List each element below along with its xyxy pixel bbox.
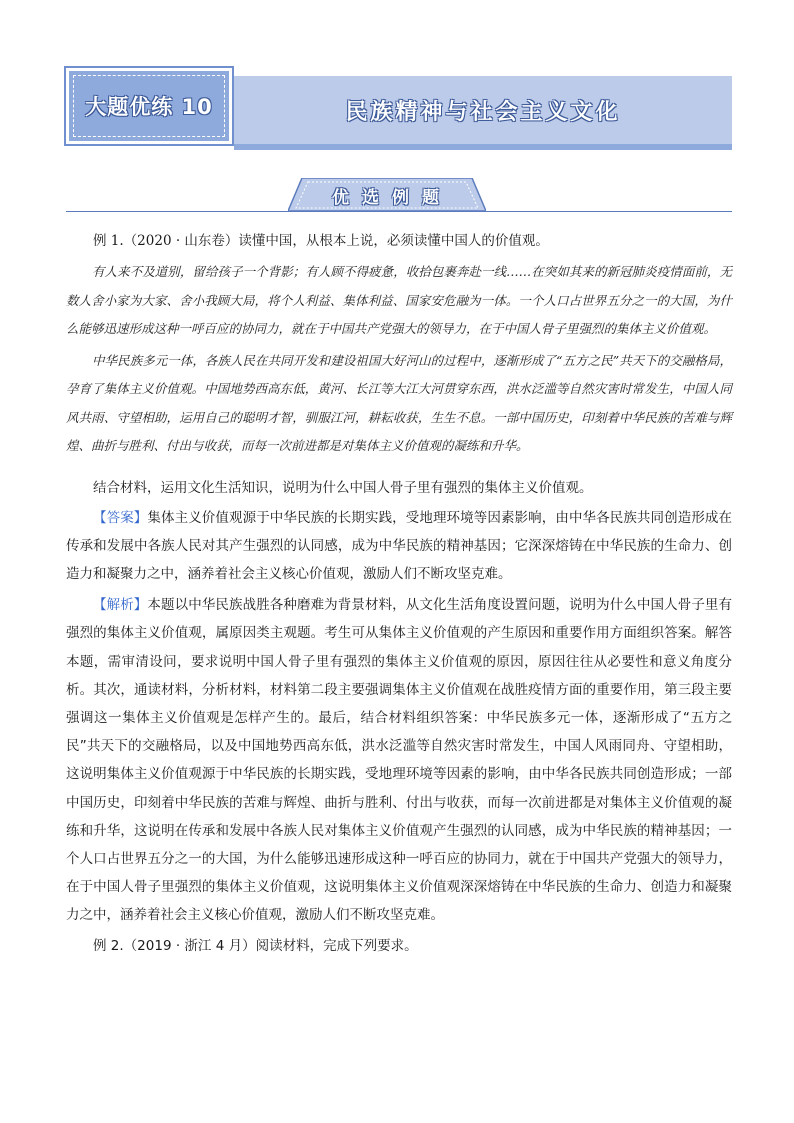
section-tag-label: 优选例题 [332,187,452,208]
analysis-tag: 【解析】 [93,597,148,614]
example1-material-paragraph-1: 有人来不及道别，留给孩子一个背影；有人顾不得疲惫，收拾包裹奔赴一线……在突如其来的新冠肺炎疫情面前，无数人舍小家为大家、舍小我顾大局，将个人利益、集体利益、国家安危融为一体。一个人口占世界五分之一的大国，为什么能够迅速形成这种一呼百应的协同力，就在于中国共产党强大的领导力，在于中国人骨子里强烈的集体主义价值观。 [66,264,732,336]
header-banner [66,68,732,150]
analysis-text: 本题以中华民族战胜各种磨难为背景材料，从文化生活角度设置问题，说明为什么中国人骨子里有强烈的集体主义价值观，属原因类主观题。考生可从集体主义价值观的产生原因和重要作用方面组织答案。解答本题，需审清设问，要求说明中国人骨子里有强烈的集体主义价值观的原因，原因往往从必要性和意义角度分析。其次，通读材料，分析材料，材料第二段主要强调集体主义价值观在战胜疫情方面的重要作用，第三段主要强调这一集体主义价值观是怎样产生的。最后，结合材料组织答案：中华民族多元一体，逐渐形成了“五方之民”共天下的交融格局，以及中国地势西高东低，洪水泛滥等自然灾害时常发生，中国人风雨同舟、守望相助，这说明集体主义价值观源于中华民族的长期实践，受地理环境等因素的影响，由中华各民族共同创造形成；一部中国历史，印刻着中华民族的苦难与辉煌、曲折与胜利、付出与收获，而每一次前进都是对集体主义价值观的凝练和升华，这说明在传承和发展中各族人民对集体主义价值观产生强烈的认同感，成为中华民族的精神基因；一个人口占世界五分之一的大国，为什么能够迅速形成这种一呼百应的协同力，就在于中国共产党强大的领导力，在于中国人骨子里强烈的集体主义价值观，这说明集体主义价值观深深熔铸在中华民族的生命力、创造力和凝聚力之中，涵养着社会主义核心价值观，激励人们不断攻坚克难。 [66,597,733,924]
example1-question: 结合材料，运用文化生活知识，说明为什么中国人骨子里有强烈的集体主义价值观。 [93,479,593,496]
section-tag [288,178,486,212]
answer-text: 集体主义价值观源于中华民族的长期实践，受地理环境等因素影响，由中华各民族共同创造形成在传承和发展中各族人民对其产生强烈的认同感，成为中华民族的精神基因；它深深熔铸在中华民族的生命力、创造力和凝聚力之中，涵养着社会主义核心价值观，激励人们不断攻坚克难。 [66,509,733,582]
example1-source: 例 1.（2020 · 山东卷）读懂中国，从根本上说，必须读懂中国人的价值观。 [93,233,549,249]
header-label: 大题优练 10 [85,95,213,119]
header-title: 民族精神与社会主义文化 [345,99,621,125]
example1-material-paragraph-2: 中华民族多元一体，各族人民在共同开发和建设祖国大好河山的过程中，逐渐形成了“五方之民”共天下的交融格局，孕育了集体主义价值观。中国地势西高东低，黄河、长江等大江大河贯穿东西，洪水泛滥等自然灾害时常发生，中国人同风共雨、守望相助，运用自己的聪明才智，驯服江河，耕耘收获，生生不息。一部中国历史，印刻着中华民族的苦难与辉煌、曲折与胜利、付出与收获，而每一次前进都是对集体主义价值观的凝练和升华。 [66,352,732,453]
header-title-box [234,76,732,144]
document-body [66,226,732,961]
example1-analysis [66,591,732,929]
example1-answer [66,504,732,589]
answer-tag: 【答案】 [93,509,148,526]
example2-source: 例 2.（2019 · 浙江 4 月）阅读材料，完成下列要求。 [93,937,418,954]
header-label-box [66,68,232,144]
